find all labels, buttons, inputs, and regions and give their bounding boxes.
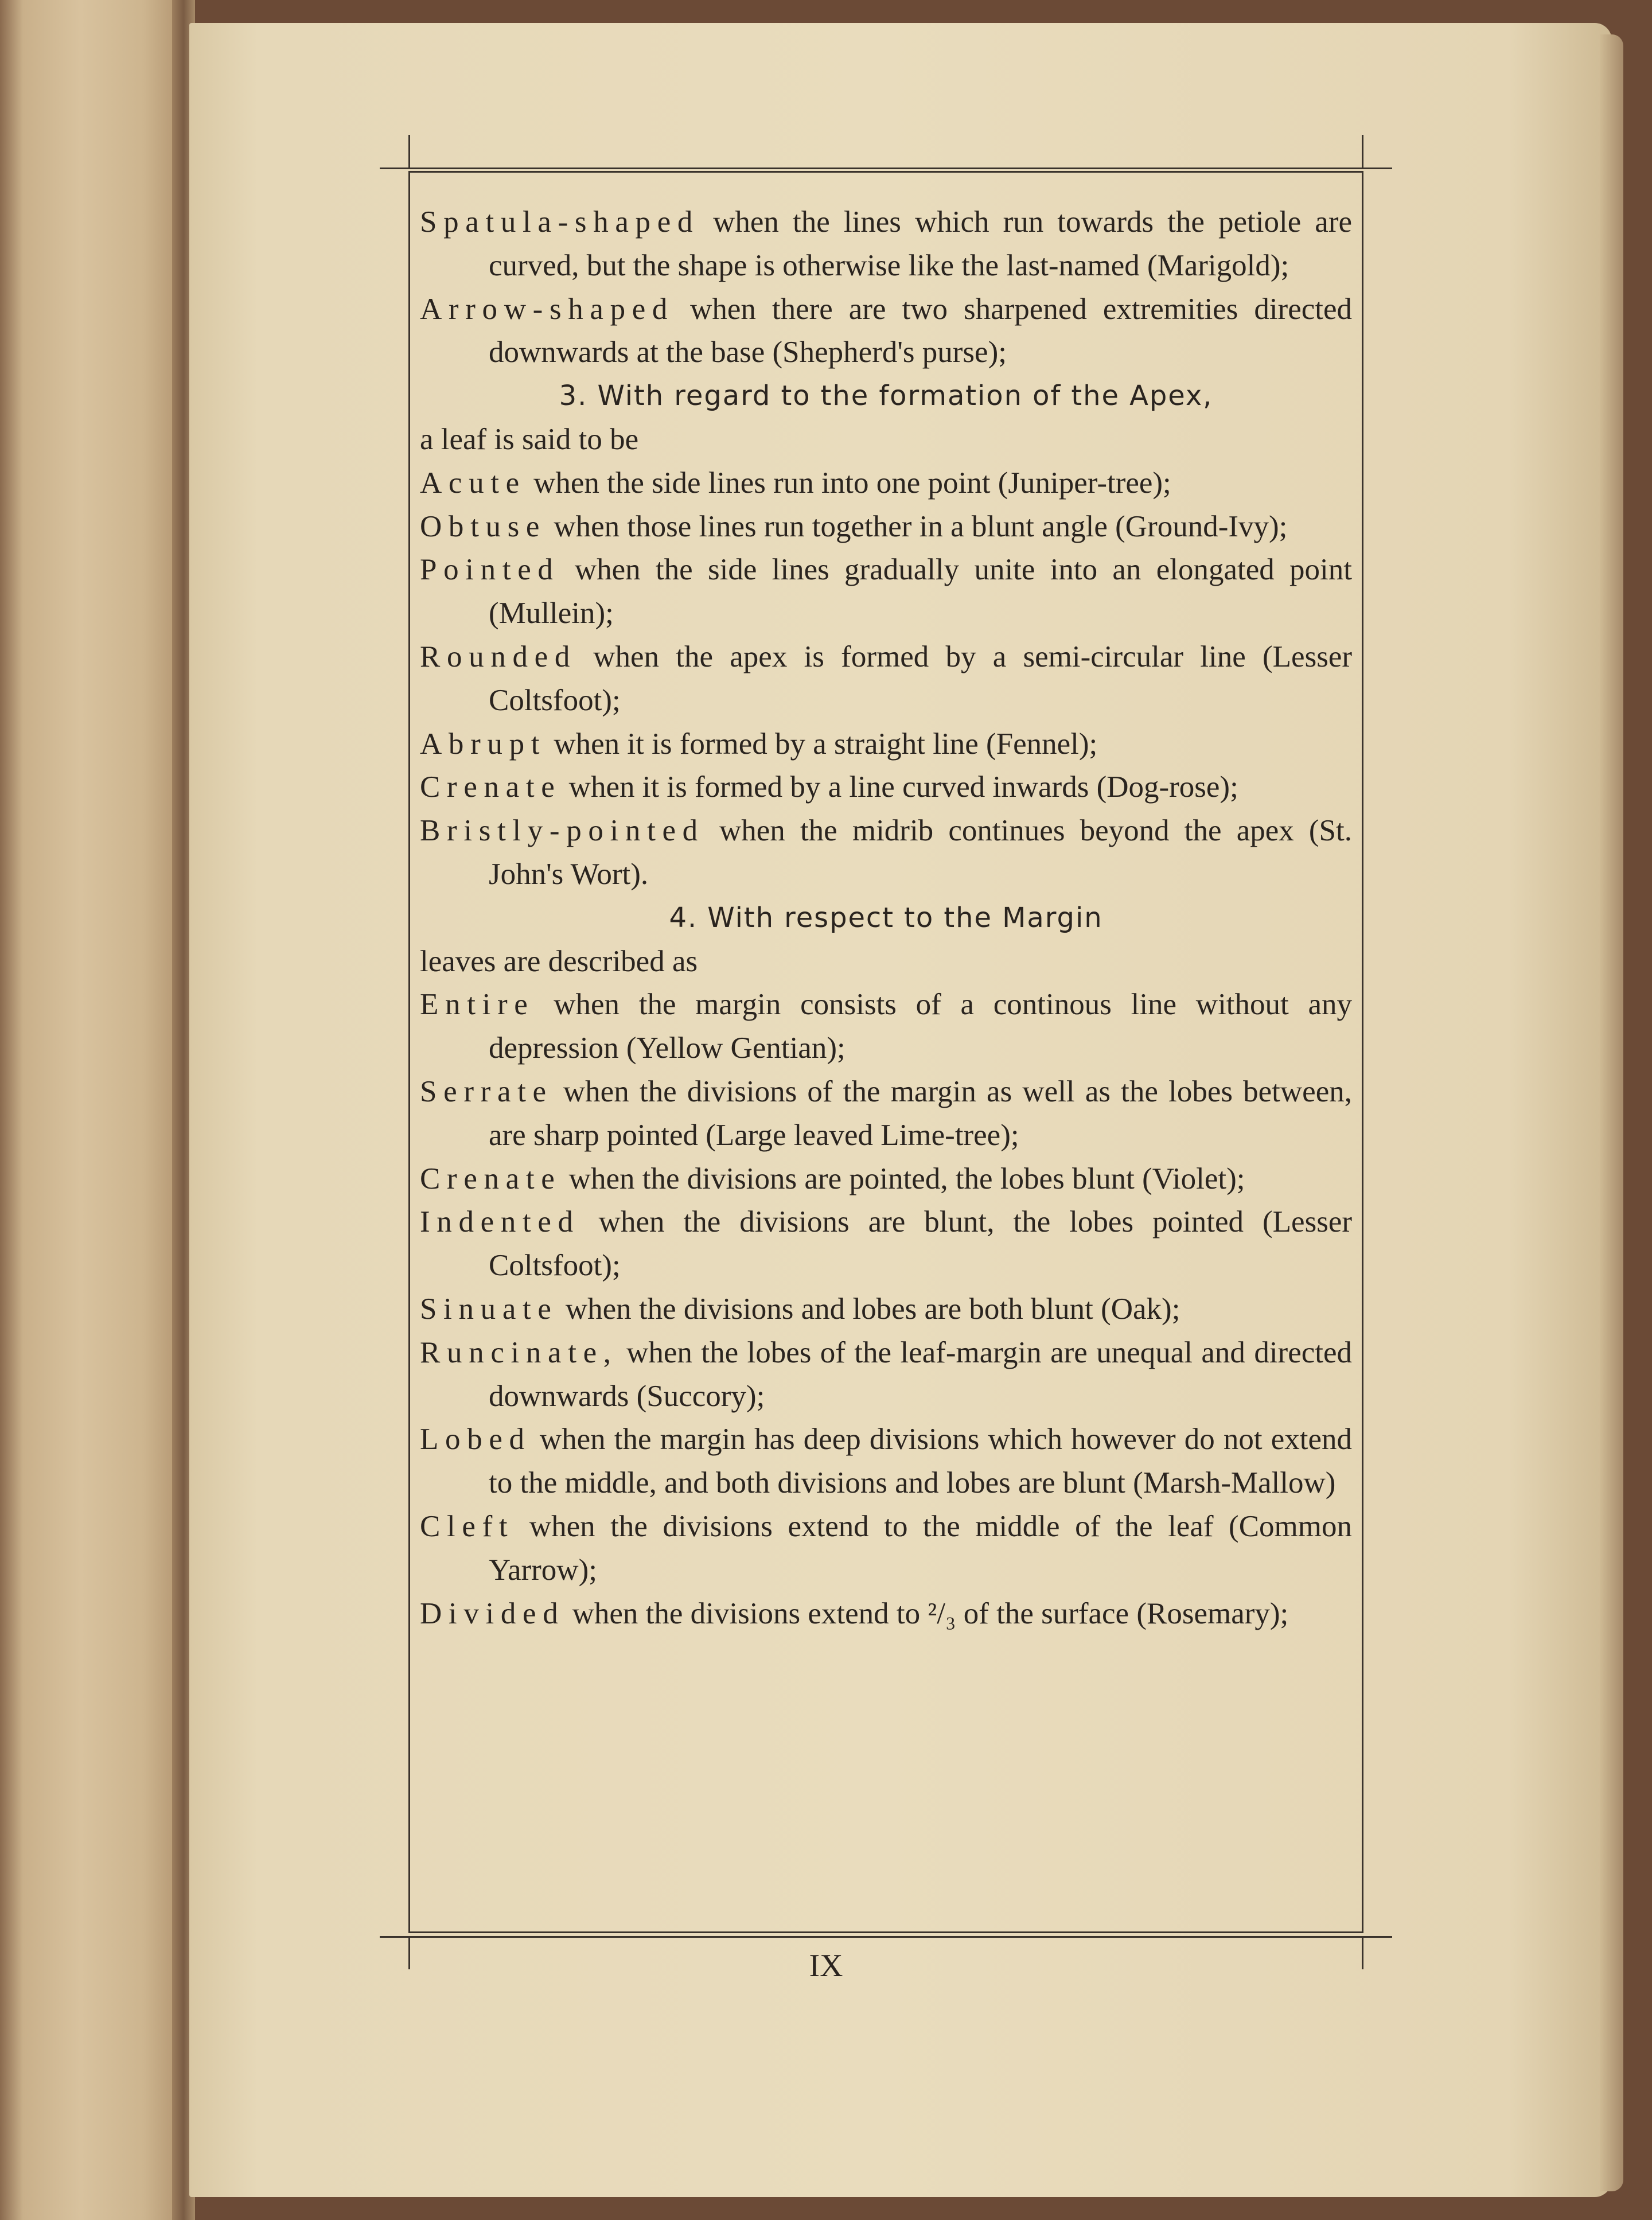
definition-term: Lobed (420, 1423, 531, 1456)
definition-entry (420, 462, 1352, 505)
definition-entry (420, 1331, 1352, 1419)
definition-entry (420, 766, 1352, 809)
definition-entry (420, 809, 1352, 897)
definition-text: when the divisions and lobes are both blunt (Oak); (558, 1292, 1180, 1326)
definition-text: when the margin has deep divisions which however do not extend to the middle, and both divisions and lobes are blunt (Marsh-Mallow) (489, 1423, 1352, 1500)
definition-text: when the midrib continues beyond the apex (St. John's Wort). (489, 814, 1352, 891)
definition-entry (420, 1505, 1352, 1592)
definition-text: when the apex is formed by a semi-circular line (Lesser Coltsfoot); (489, 640, 1352, 717)
definition-term: Crenate (420, 1162, 562, 1195)
definition-term: Entire (420, 988, 535, 1022)
definition-term: Cleft (420, 1509, 515, 1543)
definition-entry (420, 201, 1352, 288)
page-text (420, 201, 1352, 1635)
definition-entry (420, 636, 1352, 723)
definition-term: Serrate (420, 1074, 553, 1108)
definition-text: when the divisions are blunt, the lobes pointed (Lesser Coltsfoot); (489, 1205, 1352, 1283)
definition-term: Divided (420, 1596, 565, 1630)
definition-entry (420, 1418, 1352, 1505)
definition-entry (420, 1288, 1352, 1331)
definition-term: Spatula-shaped (420, 205, 700, 239)
definition-term: Abrupt (420, 727, 547, 761)
corner-tick (1362, 135, 1363, 169)
intro-line: a leaf is said to be (420, 422, 639, 456)
definition-term: Pointed (420, 553, 560, 587)
definition-term: Bristly-pointed (420, 814, 704, 848)
definition-term: Crenate (420, 770, 562, 804)
definition-text: when the side lines run into one point (Juniper-tree); (525, 466, 1171, 500)
definition-term: Sinuate (420, 1292, 558, 1326)
definition-entry (420, 1070, 1352, 1158)
intro-line: leaves are described as (420, 944, 698, 978)
definition-entry (420, 288, 1352, 375)
definition-text: when the divisions are pointed, the lobes blunt (Violet); (561, 1162, 1245, 1195)
facing-page-edge (0, 0, 184, 2220)
definition-entry (420, 723, 1352, 766)
page-edge (1600, 34, 1623, 2191)
definition-term: Arrow-shaped (420, 292, 675, 326)
definition-text: when those lines run together in a blunt angle (Ground-Ivy); (546, 509, 1288, 543)
definition-text: when the divisions extend to the middle of the leaf (Common Yarrow); (489, 1509, 1352, 1587)
definition-text: when the side lines gradually unite into an elongated point (Mullein); (489, 553, 1352, 630)
page-number: IX (809, 1948, 843, 1984)
definition-text: when the lines which run towards the petiole are curved, but the shape is otherwise like the last-named (Marigold); (489, 205, 1352, 282)
definition-entry (420, 1158, 1352, 1201)
definition-term: Obtuse (420, 509, 547, 543)
definition-text: when there are two sharpened extremities directed downwards at the base (Shepherd's purse); (489, 292, 1352, 369)
definition-term: Indented (420, 1205, 580, 1239)
definition-text: when the lobes of the leaf-margin are unequal and directed downwards (Succory); (489, 1335, 1352, 1413)
definition-text: when the divisions extend to ²/₃ of the surface (Rosemary); (564, 1596, 1289, 1630)
corner-tick (408, 135, 410, 169)
definition-entry (420, 983, 1352, 1070)
definition-entry (420, 505, 1352, 549)
section-heading: 3. With regard to the formation of the Apex, (559, 380, 1213, 412)
definition-text: when the divisions of the margin as well as the lobes between, are sharp pointed (Large leaved Lime-tree); (489, 1074, 1352, 1152)
definition-entry (420, 1201, 1352, 1288)
bottom-rule (380, 1936, 1392, 1938)
definition-text: when it is formed by a straight line (Fennel); (546, 727, 1098, 761)
definition-text: when it is formed by a line curved inwards (Dog-rose); (561, 770, 1238, 804)
definition-term: Rounded (420, 640, 576, 673)
definition-term: Acute (420, 466, 526, 500)
definition-text: when the margin consists of a continous line without any depression (Yellow Gentian); (489, 988, 1352, 1065)
definition-entry (420, 1592, 1352, 1636)
top-rule (380, 168, 1392, 169)
definition-entry (420, 548, 1352, 636)
section-heading: 4. With respect to the Margin (669, 901, 1103, 934)
definition-term: Runcinate, (420, 1335, 618, 1369)
